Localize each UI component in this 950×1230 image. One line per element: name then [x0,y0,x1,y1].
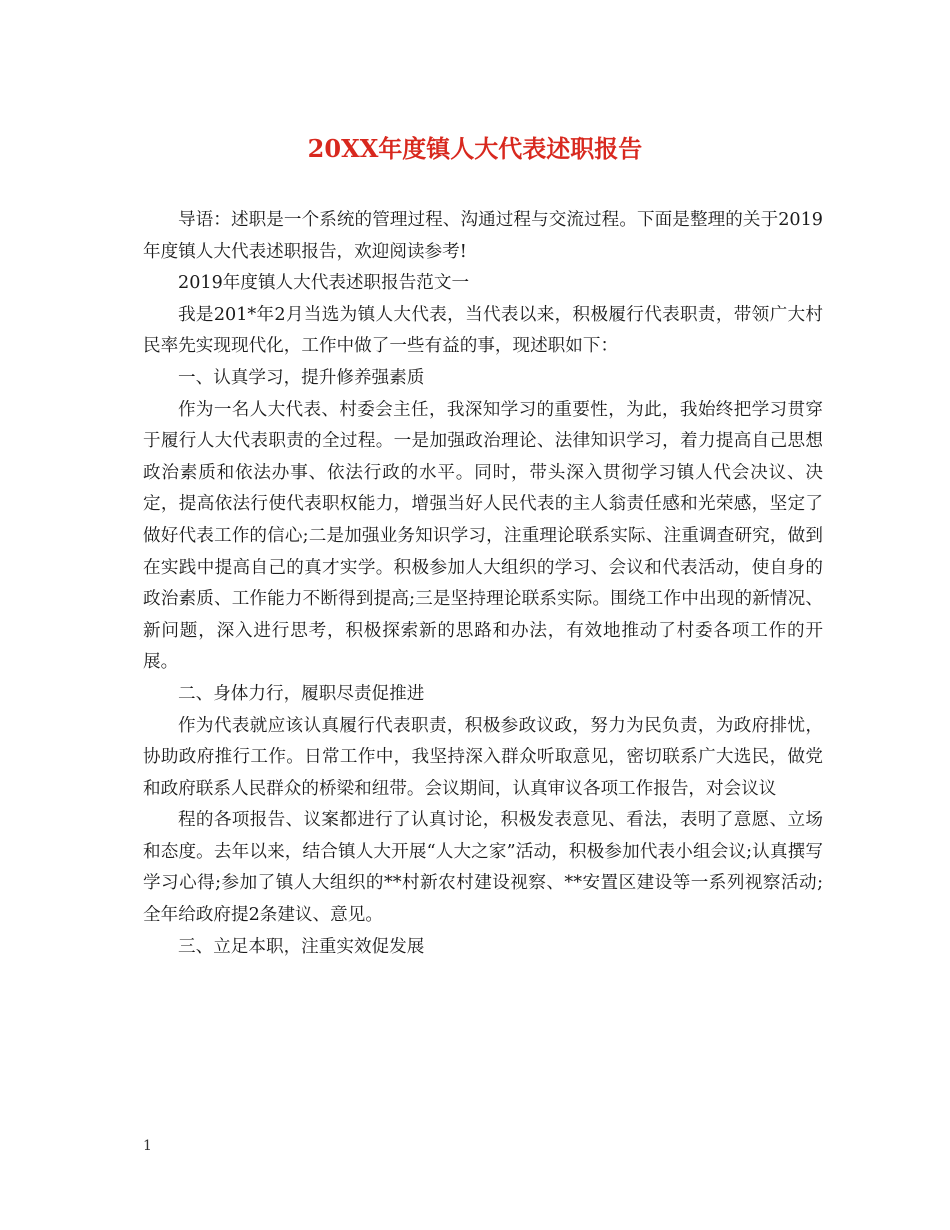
duty-paragraph: 作为代表就应该认真履行代表职责，积极参政议政，努力为民负责，为政府排忧，协助政府推行工作。日常工作中，我坚持深入群众听取意见，密切联系广大选民，做党和政府联系人民群众的桥梁和纽带。会议期间，认真审议各项工作报告，对会议议 [143,715,823,799]
section-heading-sample-one: 2019年度镇人大代表述职报告范文一 [178,273,470,294]
study-paragraph: 作为一名人大代表、村委会主任，我深知学习的重要性，为此，我始终把学习贯穿于履行人大代表职责的全过程。一是加强政治理论、法律知识学习，着力提高自己思想政治素质和依法办事、依法行政的水平。同时，带头深入贯彻学习镇人代会决议、决定，提高依法行使代表职权能力，增强当好人民代表的主人翁责任感和光荣感，坚定了做好代表工作的信心;二是加强业务知识学习，注重理论联系实际、注重调查研究，做到在实践中提高自己的真才实学。积极参加人大组织的学习、会议和代表活动，使自身的政治素质、工作能力不断得到提高;三是坚持理论联系实际。围绕工作中出现的新情况、新问题，深入进行思考，积极探索新的思路和办法，有效地推动了村委各项工作的开展。 [143,399,823,673]
duty-paragraph-continued: 程的各项报告、议案都进行了认真讨论，积极发表意见、看法，表明了意愿、立场和态度。去年以来，结合镇人大开展“人大之家”活动，积极参加代表小组会议;认真撰写学习心得;参加了镇人大组织的**村新农村建设视察、**安置区建设等一系列视察活动;全年给政府提2条建议、意见。 [143,810,823,926]
section-heading-development: 三、立足本职，注重实效促发展 [178,936,425,957]
document-body [143,205,823,963]
page-number: 1 [143,1138,152,1154]
opening-paragraph: 我是201*年2月当选为镇人大代表，当代表以来，积极履行代表职责，带领广大村民率先实现现代化，工作中做了一些有益的事，现述职如下： [143,304,823,357]
intro-paragraph: 导语：述职是一个系统的管理过程、沟通过程与交流过程。下面是整理的关于2019年度镇人大代表述职报告，欢迎阅读参考! [143,210,823,262]
section-heading-study: 一、认真学习，提升修养强素质 [178,367,425,388]
section-heading-duty: 二、身体力行，履职尽责促推进 [178,683,425,704]
document-title: 20XX年度镇人大代表述职报告 [307,134,643,163]
